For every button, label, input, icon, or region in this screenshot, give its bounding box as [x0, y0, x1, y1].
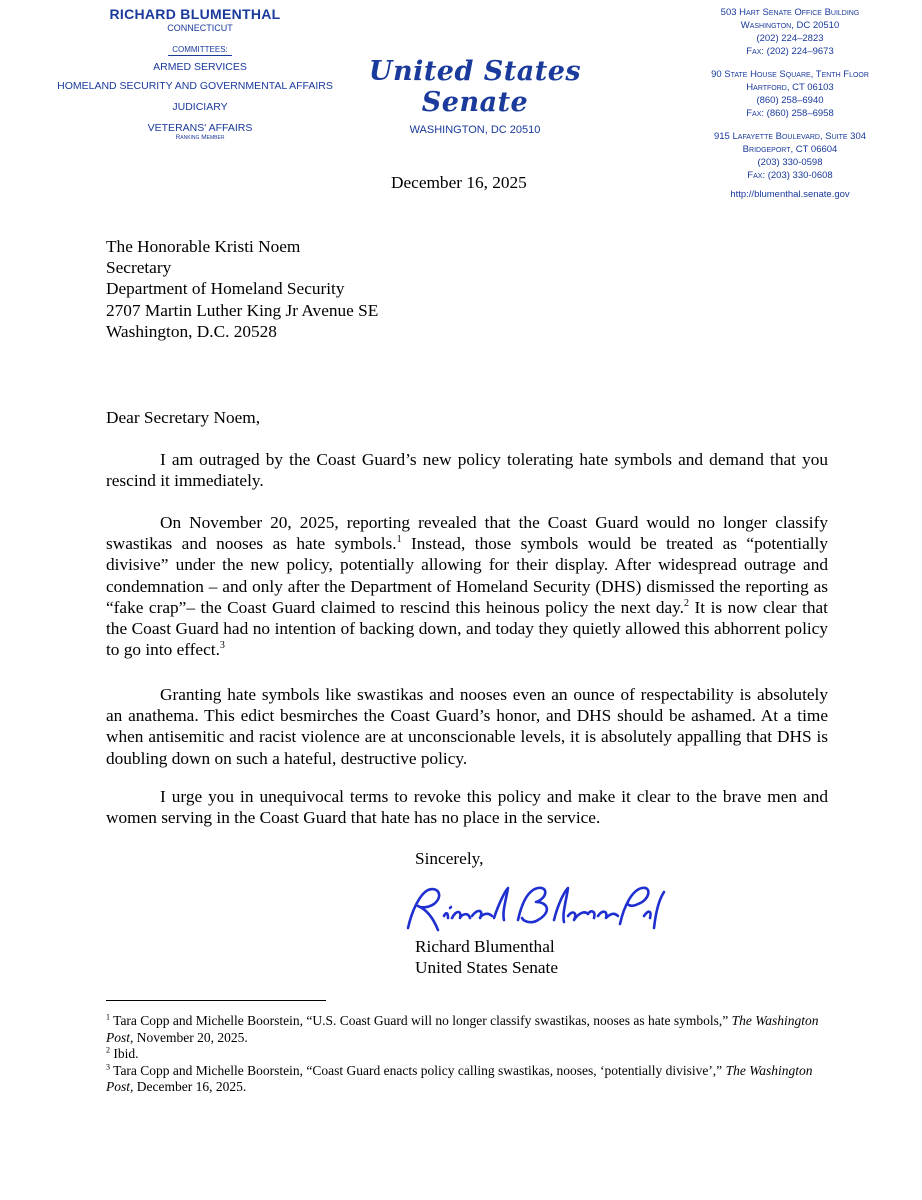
office-phone: (860) 258–6940	[756, 95, 824, 106]
footnote-date: November 20, 2025.	[133, 1029, 248, 1045]
office-washington	[680, 6, 900, 58]
committee-veterans-affairs: VETERANS' AFFAIRS	[147, 122, 253, 134]
senator-state: CONNECTICUT	[167, 23, 233, 33]
signer-name: Richard Blumenthal	[415, 937, 555, 956]
paragraph-1	[106, 449, 828, 491]
paragraph-3	[106, 684, 828, 769]
institution-title: United States Senate	[368, 56, 582, 118]
paragraph-1-text: I am outraged by the Coast Guard’s new policy tolerating hate symbols and demand that you rescind it immediately.	[106, 450, 828, 491]
footnote-text: Ibid.	[113, 1046, 139, 1061]
footnote-ref-2: 2	[684, 598, 689, 610]
ranking-member: Ranking Member	[175, 134, 225, 141]
office-fax: Fax: (202) 224–9673	[746, 46, 834, 57]
paragraph-2-text: It is now clear that the Coast Guard had no intention of backing down, and today they quietly allowed this abhorrent policy to go into effect.	[106, 597, 828, 660]
footnote-number: 3	[106, 1062, 110, 1071]
office-address-line: 503 Hart Senate Office Building	[720, 7, 860, 18]
paragraph-2	[106, 512, 828, 660]
office-city-line: Hartford, CT 06103	[746, 82, 834, 93]
letter-date: December 16, 2025	[391, 173, 527, 192]
footnote-number: 1	[106, 1012, 110, 1022]
signature-text: Richard Blumenthal	[398, 938, 407, 939]
recipient-name: The Honorable Kristi Noem	[106, 237, 301, 256]
office-address-line: 915 Lafayette Boulevard, Suite 304	[713, 131, 867, 142]
committee-armed-services: ARMED SERVICES	[153, 61, 247, 73]
recipient-street: 2707 Martin Luther King Jr Avenue SE	[106, 300, 379, 320]
office-hartford	[680, 68, 900, 120]
paragraph-3-text: Granting hate symbols like swastikas and nooses even an ounce of respectability is absolutely an anathema. This edict besmirches the Coast Guard’s honor, and DHS should be ashamed. At a time when antisemitic and racist violence are at unconscionable levels, it is absolutely appalling that DHS is doubling down on such a hateful, destructive policy.	[106, 685, 828, 768]
office-fax: Fax: (203) 330-0608	[747, 170, 833, 181]
office-city-line: Washington, DC 20510	[740, 20, 840, 31]
office-address-line: 90 State House Square, Tenth Floor	[711, 69, 869, 80]
senator-name: RICHARD BLUMENTHAL	[109, 6, 281, 22]
footnote-2	[106, 1046, 828, 1063]
office-phone: (202) 224–2823	[756, 33, 824, 44]
footnote-number: 2	[106, 1045, 110, 1055]
footnote-text: Tara Copp and Michelle Boorstein, “Coast Guard enacts policy calling swastikas, nooses, ‘potentially divisive’,”	[113, 1062, 726, 1078]
signature-graphic	[398, 880, 668, 940]
office-bridgeport	[680, 130, 900, 182]
recipient-address	[106, 236, 378, 342]
paragraph-2-text: Instead, those symbols would be treated as “potentially divisive” under the new policy, potentially allowing for their display. After widespread outrage and condemnation – and only after the Department of Homeland Security (DHS) dismissed the reporting as “fake crap”– the Coast Guard claimed to rescind this heinous policy the next day.	[106, 534, 828, 617]
footnote-publication: The Washington Post,	[106, 1062, 813, 1094]
recipient-city: Washington, D.C. 20528	[106, 321, 277, 341]
footnote-text: Tara Copp and Michelle Boorstein, “U.S. Coast Guard will no longer classify swastikas, nooses as hate symbols,”	[113, 1013, 732, 1028]
recipient-department: Department of Homeland Security	[106, 279, 345, 299]
recipient-title: Secretary	[106, 258, 172, 278]
footnote-date: December 16, 2025.	[133, 1079, 247, 1094]
office-phone: (203) 330-0598	[757, 157, 823, 168]
footnote-1	[106, 1013, 828, 1046]
salutation: Dear Secretary Noem,	[106, 408, 261, 427]
signer-block	[415, 936, 558, 978]
committee-judiciary: JUDICIARY	[172, 101, 228, 113]
paragraph-4-text: I urge you in unequivocal terms to revoke this policy and make it clear to the brave men and women serving in the Coast Guard that hate has no place in the service.	[106, 787, 828, 828]
committees-label: COMMITTEES:	[172, 45, 228, 54]
office-city-line: Bridgeport, CT 06604	[742, 144, 838, 155]
signer-title: United States Senate	[415, 958, 559, 978]
office-fax: Fax: (860) 258–6958	[746, 108, 834, 119]
footnote-ref-3: 3	[219, 640, 225, 652]
committee-homeland-security: HOMELAND SECURITY AND GOVERNMENTAL AFFAIRS	[57, 80, 333, 92]
footnotes	[106, 1013, 828, 1096]
footnote-ref-1: 1	[396, 534, 402, 546]
letterhead-center	[340, 56, 610, 136]
institution-city: WASHINGTON, DC 20510	[409, 124, 541, 136]
closing: Sincerely,	[415, 849, 484, 868]
committees-divider	[168, 55, 232, 56]
paragraph-4	[106, 786, 828, 828]
letterhead-offices	[680, 6, 900, 201]
footnote-3	[106, 1063, 828, 1096]
footnote-divider	[106, 1000, 326, 1001]
letterhead-left	[40, 6, 360, 141]
website-link[interactable]: http://blumenthal.senate.gov	[730, 189, 850, 200]
footnote-publication: The Washington Post,	[106, 1013, 819, 1045]
paragraph-2-text: On November 20, 2025, reporting revealed that the Coast Guard would no longer classify swastikas and nooses as hate symbols.	[106, 513, 828, 554]
